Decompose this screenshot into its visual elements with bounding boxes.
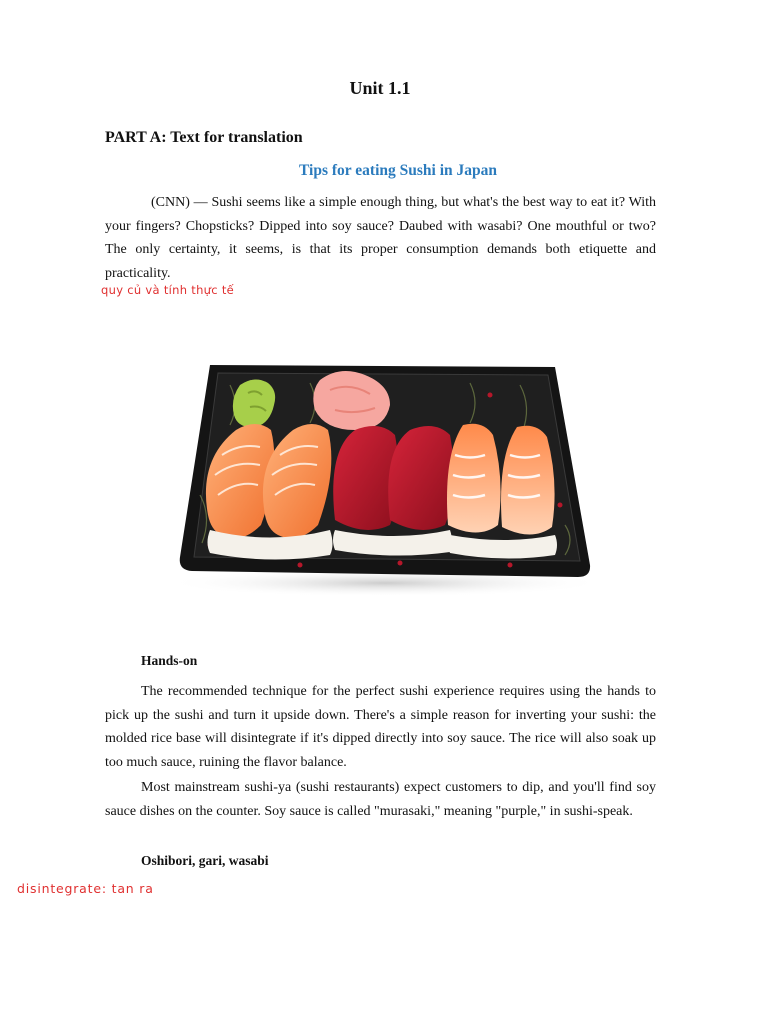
part-heading: PART A: Text for translation <box>105 129 303 146</box>
section-heading-oshibori: Oshibori, gari, wasabi <box>141 853 269 868</box>
unit-title: Unit 1.1 <box>349 78 411 98</box>
translation-note-etiquette: quy củ và tính thực tế <box>101 283 235 297</box>
hands-on-paragraph-2: Most mainstream sushi-ya (sushi restaurants) expect customers to dip, and you'll find soy sauce dishes on the counter. Soy sauce is called "murasaki," meaning "purple," in sushi-speak. <box>105 780 656 819</box>
intro-paragraph: (CNN) — Sushi seems like a simple enough thing, but what's the best way to eat it? With your fingers? Chopsticks? Dipped into soy sauce? Daubed with wasabi? One mouthful or two? The only certainty, it seems, is that its proper consumption demands both etiquette and practicality. <box>105 195 656 281</box>
hands-on-paragraph-1: The recommended technique for the perfect sushi experience requires using the hands to pick up the sushi and turn it upside down. There's a simple reason for inverting your sushi: the molded rice base will disintegrate if it's dipped directly into soy sauce. The rice will also soak up too much sauce, ruining the flavor balance. <box>105 684 656 770</box>
section-heading-hands-on: Hands-on <box>141 653 198 668</box>
translation-note-disintegrate: disintegrate: tan ra <box>17 881 154 896</box>
article-title: Tips for eating Sushi in Japan <box>299 162 497 179</box>
sushi-platter-image <box>170 355 600 595</box>
